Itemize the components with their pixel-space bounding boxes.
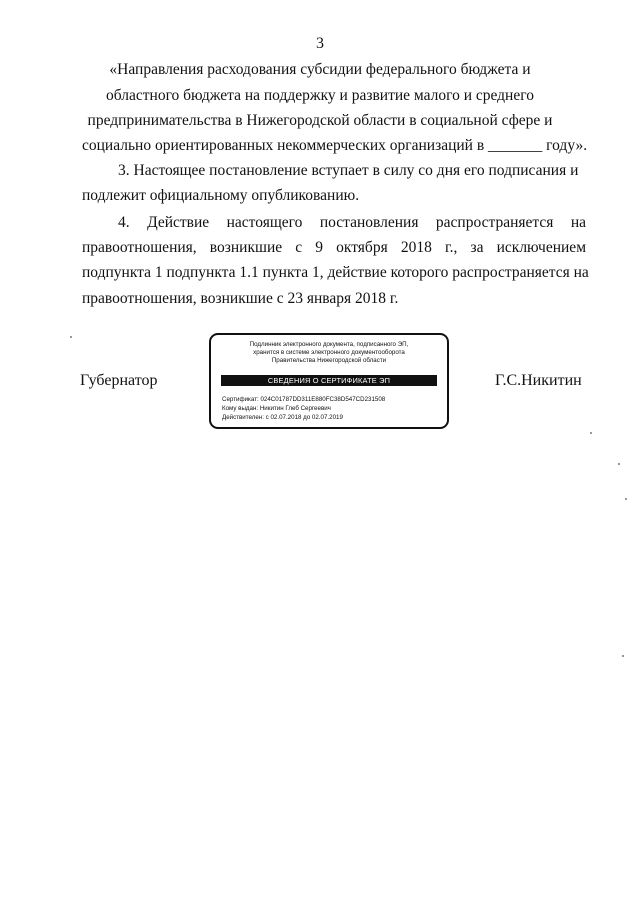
paragraph-4-line: подпункта 1 подпункта 1.1 пункта 1, действие которого распространяется на xyxy=(82,264,589,281)
stamp-title-bar: СВЕДЕНИЯ О СЕРТИФИКАТЕ ЭП xyxy=(221,375,437,386)
quote-line: предпринимательства в Нижегородской области в социальной сфере и xyxy=(87,112,553,129)
stamp-validity: Действителен: с 02.07.2018 до 02.07.2019 xyxy=(222,414,343,421)
stamp-header-line: Подлинник электронного документа, подписанного ЭП, xyxy=(249,341,409,348)
signer-name: Г.С.Никитин xyxy=(495,372,582,389)
e-signature-stamp xyxy=(209,333,449,429)
page-number: 3 xyxy=(316,35,324,52)
quote-line: «Направления расходования субсидии федерального бюджета и xyxy=(109,61,531,78)
stamp-header-line: хранится в системе электронного документооборота xyxy=(253,349,405,356)
quote-line: областного бюджета на поддержку и развитие малого и среднего xyxy=(106,87,534,104)
stamp-header xyxy=(211,341,447,365)
scan-speck xyxy=(625,498,627,500)
paragraph-3-line: 3. Настоящее постановление вступает в силу со дня его подписания и xyxy=(118,162,579,179)
scan-speck xyxy=(590,432,592,434)
paragraph-4-line: правоотношения, возникшие с 9 октября 2018 г., за исключением xyxy=(82,239,586,256)
paragraph-3-line: подлежит официальному опубликованию. xyxy=(82,187,360,204)
scan-speck xyxy=(70,336,72,338)
scan-speck xyxy=(618,463,620,465)
paragraph-4-line: правоотношения, возникшие с 23 января 2018 г. xyxy=(82,290,399,307)
stamp-header-line: Правительства Нижегородской области xyxy=(271,357,387,364)
signer-position: Губернатор xyxy=(80,372,158,389)
quote-line: социально ориентированных некоммерческих организаций в _______ году». xyxy=(82,137,588,154)
scan-speck xyxy=(622,655,624,657)
stamp-issued-to: Кому выдан: Никитин Глеб Сергеевич xyxy=(222,405,331,412)
stamp-certificate: Сертификат: 024C01787DD311E880FC38D547CD231508 xyxy=(222,396,386,403)
paragraph-4-line: 4. Действие настоящего постановления распространяется на xyxy=(118,214,586,231)
